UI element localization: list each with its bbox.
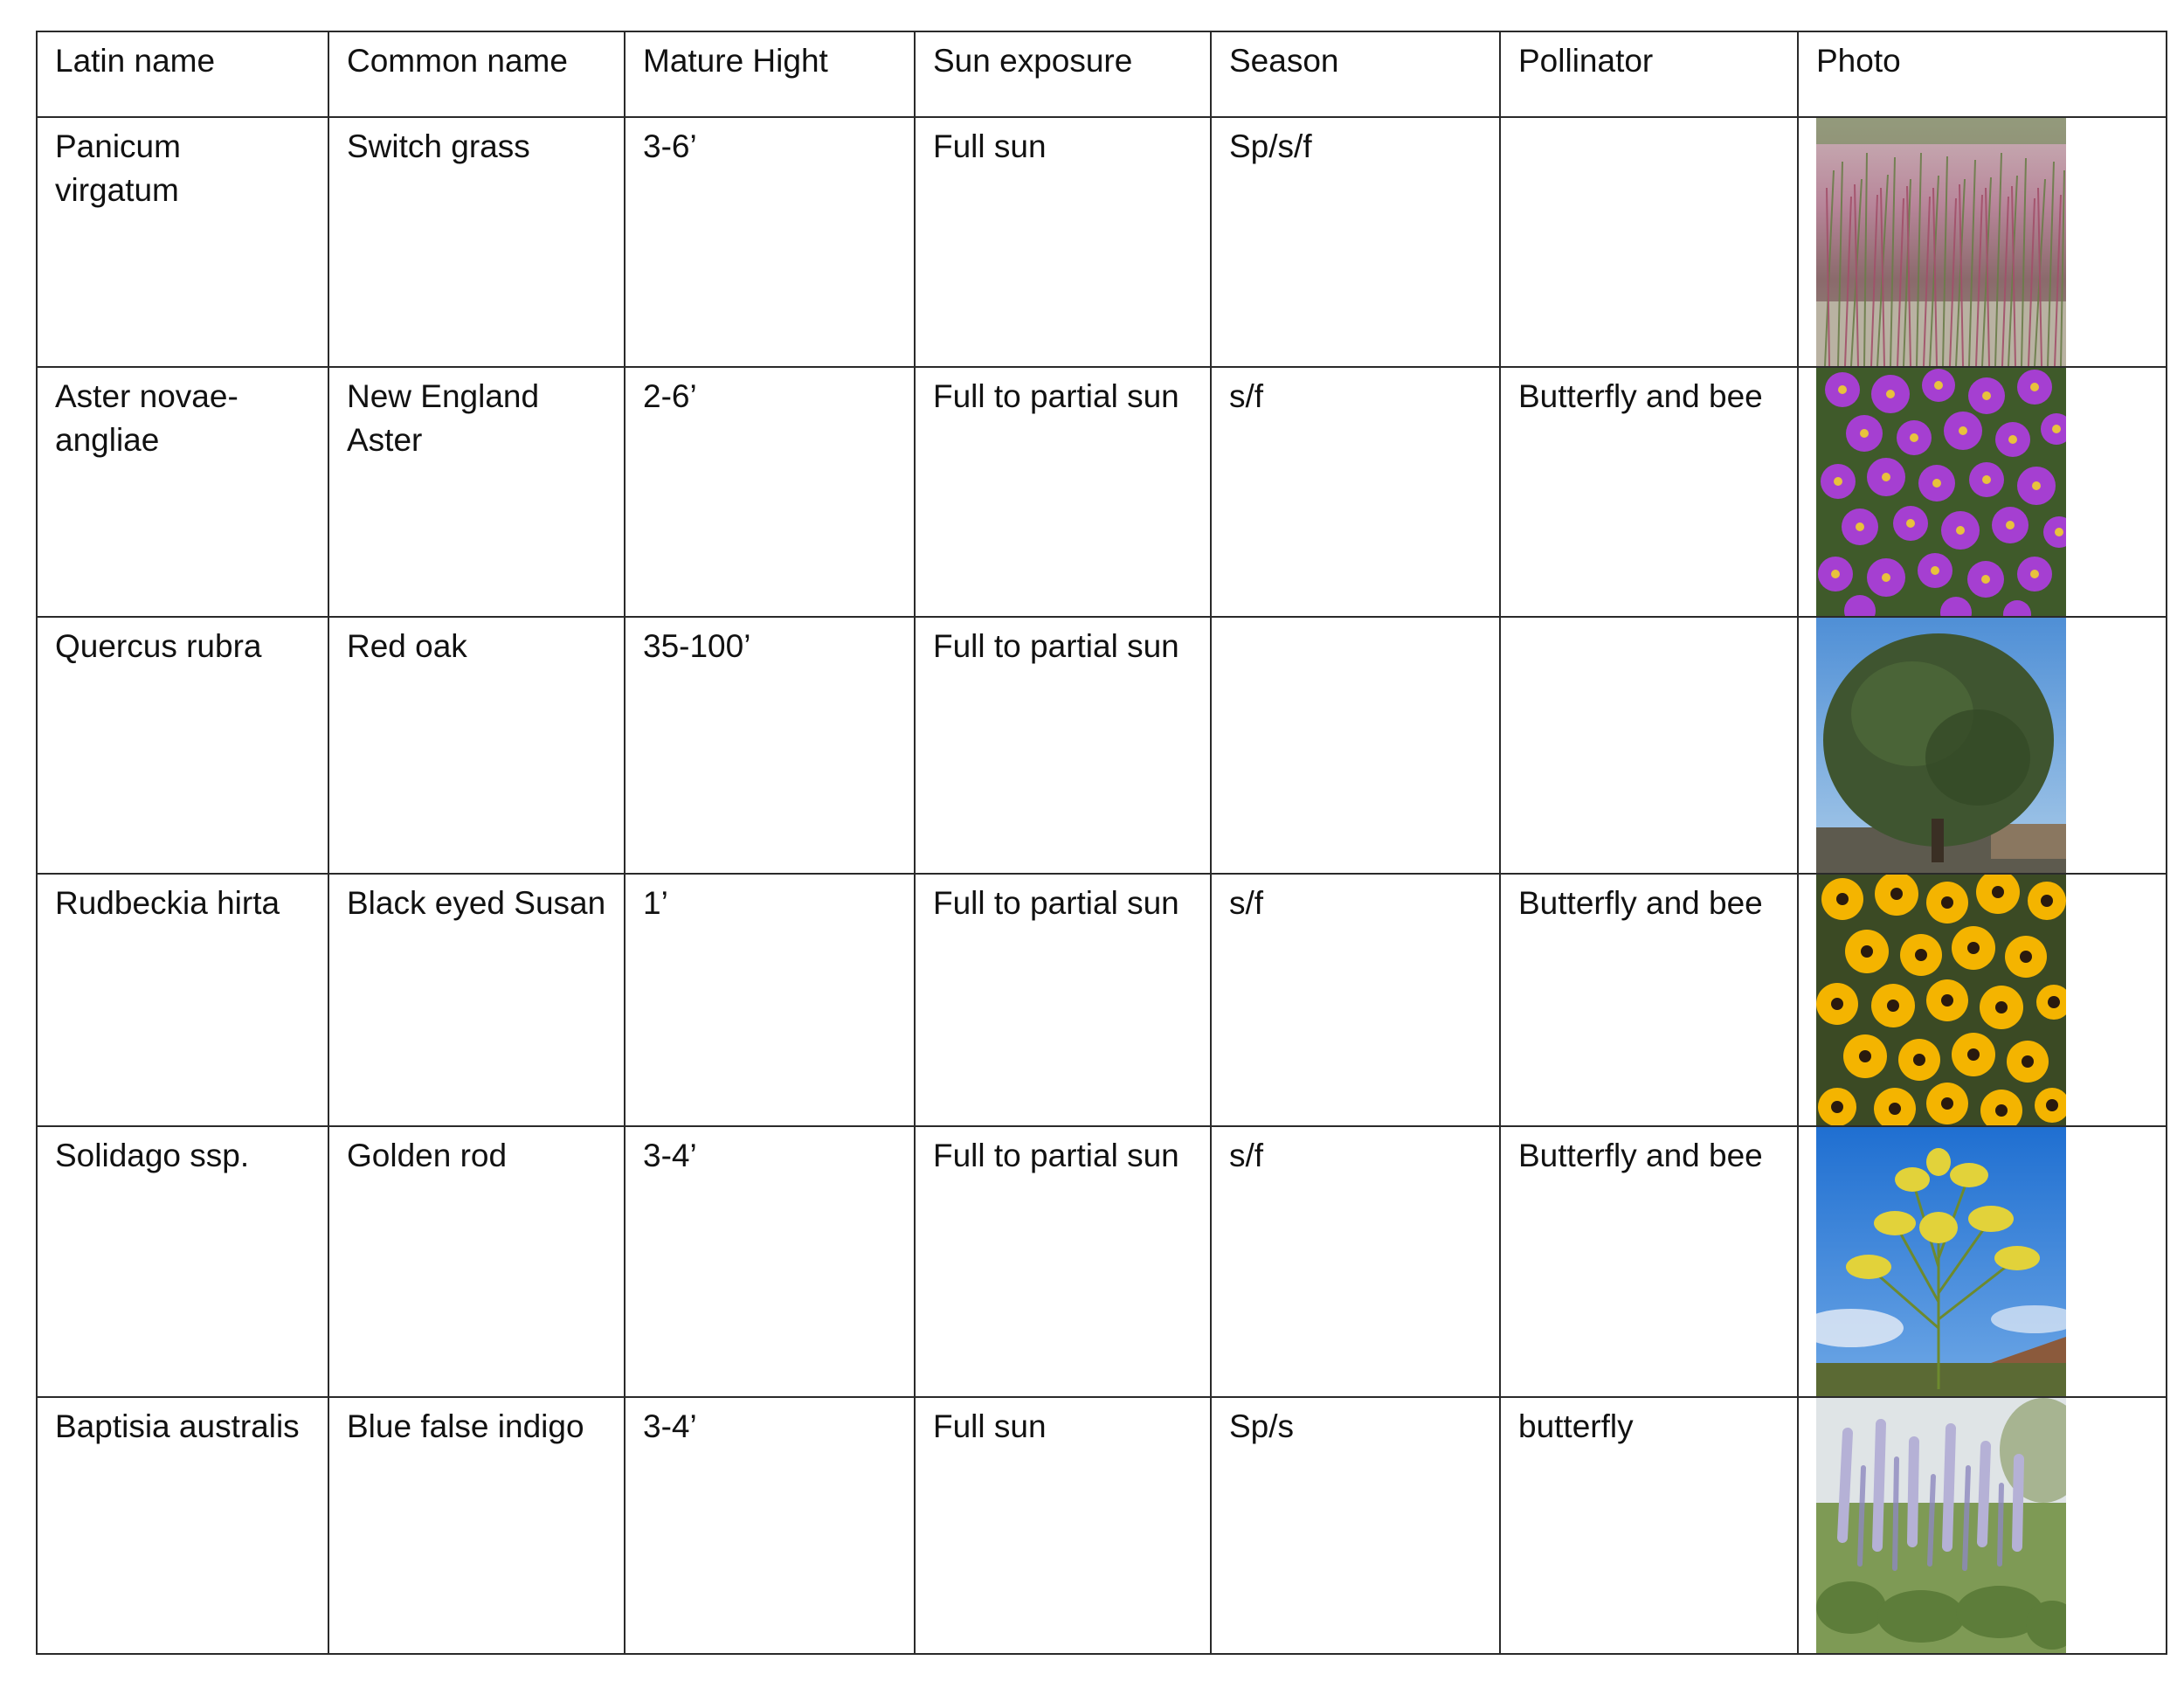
cell-sun-exposure: Full to partial sun (915, 617, 1211, 874)
cell-photo (1798, 874, 2167, 1126)
cell-sun-exposure: Full sun (915, 117, 1211, 367)
golden-rod-photo (1816, 1127, 2066, 1396)
header-sun-exposure: Sun exposure (915, 31, 1211, 117)
cell-pollinator: Butterfly and bee (1500, 1126, 1798, 1397)
header-photo: Photo (1798, 31, 2167, 117)
cell-latin-name: Solidago ssp. (37, 1126, 328, 1397)
cell-pollinator (1500, 117, 1798, 367)
cell-common-name: Black eyed Susan (328, 874, 625, 1126)
cell-sun-exposure: Full to partial sun (915, 367, 1211, 617)
blue-false-indigo-photo (1816, 1398, 2066, 1653)
cell-photo (1798, 117, 2167, 367)
table-row (37, 367, 2167, 617)
red-oak-photo (1816, 618, 2066, 873)
cell-season: s/f (1211, 874, 1500, 1126)
new-england-aster-photo (1816, 368, 2066, 616)
header-common-name: Common name (328, 31, 625, 117)
cell-latin-name: Quercus rubra (37, 617, 328, 874)
cell-mature-height: 3-4’ (625, 1126, 915, 1397)
black-eyed-susan-photo (1816, 875, 2066, 1125)
switch-grass-photo (1816, 118, 2066, 366)
cell-season: Sp/s/f (1211, 117, 1500, 367)
cell-photo (1798, 367, 2167, 617)
cell-mature-height: 3-4’ (625, 1397, 915, 1654)
cell-sun-exposure: Full to partial sun (915, 1126, 1211, 1397)
cell-common-name: Blue false indigo (328, 1397, 625, 1654)
header-row (37, 31, 2167, 117)
header-mature-height: Mature Hight (625, 31, 915, 117)
cell-common-name: Golden rod (328, 1126, 625, 1397)
header-pollinator: Pollinator (1500, 31, 1798, 117)
cell-season (1211, 617, 1500, 874)
table-row (37, 1126, 2167, 1397)
cell-photo (1798, 617, 2167, 874)
table-row (37, 117, 2167, 367)
cell-latin-name: Rudbeckia hirta (37, 874, 328, 1126)
cell-mature-height: 1’ (625, 874, 915, 1126)
cell-common-name: Switch grass (328, 117, 625, 367)
cell-mature-height: 2-6’ (625, 367, 915, 617)
cell-mature-height: 3-6’ (625, 117, 915, 367)
cell-pollinator: Butterfly and bee (1500, 367, 1798, 617)
cell-season: s/f (1211, 367, 1500, 617)
cell-common-name: New England Aster (328, 367, 625, 617)
header-latin-name: Latin name (37, 31, 328, 117)
cell-mature-height: 35-100’ (625, 617, 915, 874)
cell-season: Sp/s (1211, 1397, 1500, 1654)
cell-pollinator (1500, 617, 1798, 874)
header-season: Season (1211, 31, 1500, 117)
table-row (37, 874, 2167, 1126)
cell-pollinator: butterfly (1500, 1397, 1798, 1654)
cell-pollinator: Butterfly and bee (1500, 874, 1798, 1126)
cell-season: s/f (1211, 1126, 1500, 1397)
plant-table (36, 31, 2167, 1655)
cell-sun-exposure: Full to partial sun (915, 874, 1211, 1126)
cell-photo (1798, 1126, 2167, 1397)
cell-common-name: Red oak (328, 617, 625, 874)
table-row (37, 617, 2167, 874)
table-row (37, 1397, 2167, 1654)
cell-latin-name: Baptisia australis (37, 1397, 328, 1654)
cell-sun-exposure: Full sun (915, 1397, 1211, 1654)
cell-latin-name: Aster novae-angliae (37, 367, 328, 617)
cell-photo (1798, 1397, 2167, 1654)
cell-latin-name: Panicum virgatum (37, 117, 328, 367)
